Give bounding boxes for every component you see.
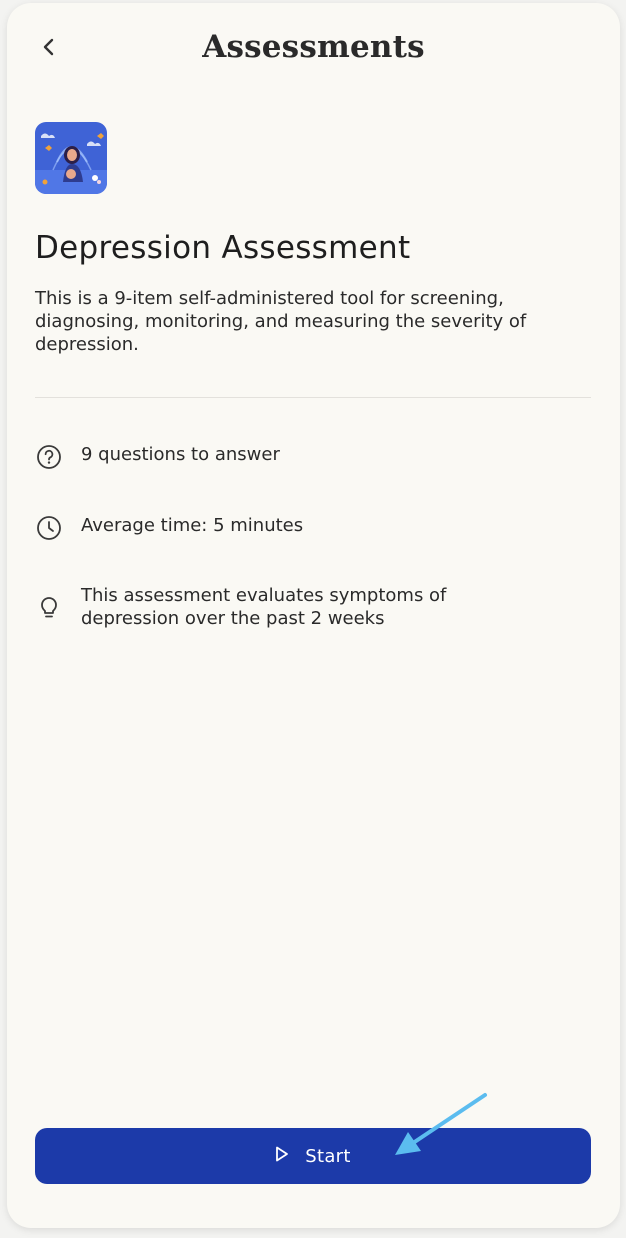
start-button[interactable]	[35, 1128, 591, 1184]
start-button-label: Start	[305, 1145, 351, 1167]
assessment-screen	[7, 3, 620, 1228]
info-row-time	[35, 514, 595, 542]
info-row-note	[35, 584, 595, 630]
info-text: This assessment evaluates symptoms of depression over the past 2 weeks	[81, 585, 447, 629]
info-text: 9 questions to answer	[81, 444, 280, 465]
question-circle-icon	[35, 443, 63, 471]
clock-icon	[35, 514, 63, 542]
page-title: Assessments	[202, 29, 425, 65]
info-text: Average time: 5 minutes	[81, 515, 304, 536]
assessment-description: This is a 9-item self-administered tool for screening, diagnosing, monitoring, and measuring the severity of depression.	[35, 288, 527, 355]
assessment-title: Depression Assessment	[35, 230, 411, 266]
info-row-questions	[35, 443, 595, 471]
lightbulb-icon	[35, 594, 63, 622]
header	[7, 3, 620, 95]
play-icon	[275, 1146, 289, 1166]
assessment-thumbnail	[35, 122, 107, 194]
divider	[35, 397, 591, 398]
